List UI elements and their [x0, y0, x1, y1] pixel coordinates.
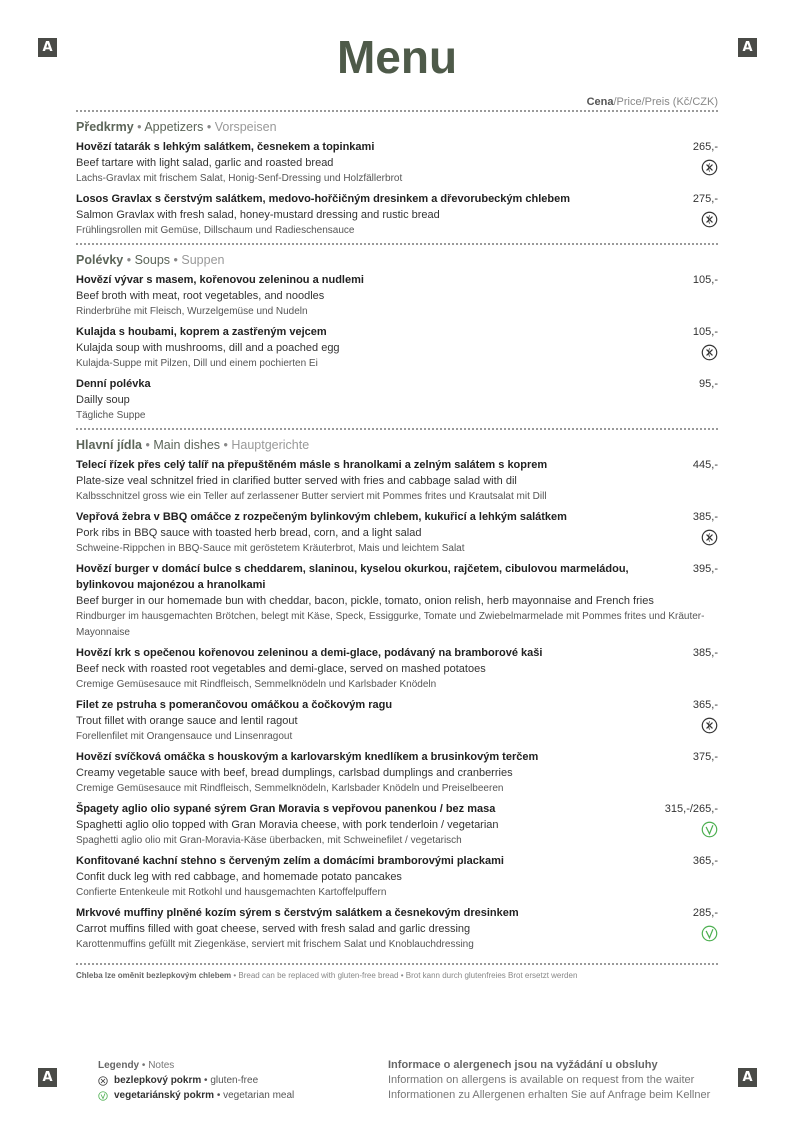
price-header-units: /Price/Preis (Kč/CZK): [613, 96, 718, 108]
item-name-de: Kalbsschnitzel gross wie ein Teller auf zerlassener Butter serviert mit Pommes frites und Krautsalat mit Dill: [76, 491, 547, 502]
bread-note-cz: Chleba lze oměnit bezlepkovým chlebem: [76, 971, 232, 980]
allergen-info-en: Information on allergens is available on request from the waiter: [388, 1074, 695, 1086]
section-title-cz: Předkrmy: [76, 120, 134, 134]
item-price: 105,-: [692, 274, 718, 286]
gluten-free-icon: [701, 211, 718, 228]
item-name-de: Confierte Entenkeule mit Rotkohl und hausgemachten Kartoffelpuffern: [76, 887, 387, 898]
bread-note: [76, 971, 718, 980]
legend-veg-cz: vegetariánský pokrm: [114, 1090, 215, 1101]
gluten-free-icon: [701, 159, 718, 176]
item-name-de: Rindburger im hausgemachten Brötchen, belegt mit Käse, Speck, Essiggurke, Tomate und Zwiebelmarmelade mit Pommes frites und Kräuter-Mayonnaise: [76, 611, 705, 638]
item-price: 365,-: [692, 699, 718, 711]
gluten-free-icon: [98, 1076, 108, 1086]
menu-item: [76, 749, 718, 797]
item-price: 385,-: [692, 511, 718, 523]
item-name-cz: Kulajda s houbami, koprem a zastřeným vejcem: [76, 326, 327, 338]
item-price: 95,-: [699, 378, 718, 390]
section-title-en: Soups: [134, 253, 171, 267]
bread-note-rest: • Bread can be replaced with gluten-free bread • Brot kann durch glutenfreies Brot ersetzt werden: [231, 971, 578, 980]
item-name-de: Cremige Gemüsesauce mit Rindfleisch, Semmelknödeln und Karlsbader Knödeln: [76, 679, 437, 690]
item-name-de: Kulajda-Suppe mit Pilzen, Dill und einem pochierten Ei: [76, 358, 318, 369]
page-title: Menu: [336, 31, 458, 83]
item-price: 285,-: [692, 907, 718, 919]
item-price: 275,-: [692, 193, 718, 205]
item-name-en: Dailly soup: [76, 394, 130, 406]
section-title-cz: Polévky: [76, 253, 124, 267]
menu-item: [76, 457, 718, 505]
menu-item: [76, 905, 718, 953]
item-name-en: Spaghetti aglio olio topped with Gran Moravia cheese, with pork tenderloin / vegetarian: [76, 819, 499, 831]
item-name-cz: Špagety aglio olio sypané sýrem Gran Moravia s vepřovou panenkou / bez masa: [76, 803, 496, 815]
item-name-en: Beef broth with meat, root vegetables, and noodles: [76, 290, 325, 302]
item-name-cz: Denní polévka: [76, 378, 151, 390]
item-price: 315,-/265,-: [664, 803, 718, 815]
section-divider: [76, 428, 718, 430]
logo-icon: A: [38, 1068, 57, 1087]
legend-gf-en: gluten-free: [210, 1075, 259, 1086]
item-name-cz: Hovězí tatarák s lehkým salátkem, česnekem a topinkami: [76, 141, 375, 153]
legend-gf-cz: bezlepkový pokrm: [114, 1075, 202, 1086]
item-price: 105,-: [692, 326, 718, 338]
legend: Legendy • Notes bezlepkový pokrm • gluten-free vegetariánský pokrm • vegetarian meal: [98, 1060, 295, 1101]
item-name-en: Creamy vegetable sauce with beef, bread dumplings, carlsbad dumplings and cranberries: [76, 767, 513, 779]
item-name-cz: Hovězí vývar s masem, kořenovou zeleninou a nudlemi: [76, 274, 364, 286]
legend-vegetarian: vegetariánský pokrm • vegetarian meal: [98, 1088, 294, 1103]
item-name-cz: Telecí řízek přes celý talíř na přepuštěném másle s hranolkami a zelným salátem s koprem: [76, 459, 548, 471]
vegetarian-icon: [701, 821, 718, 838]
menu-item: [76, 272, 718, 320]
section-title: Hlavní jídla • Main dishes • Hauptgerichte: [76, 438, 310, 452]
menu-item: [76, 645, 718, 693]
item-name-de: Schweine-Rippchen in BBQ-Sauce mit geröstetem Kräuterbrot, Mais und leichtem Salat: [76, 543, 465, 554]
item-name-de: Karottenmuffins gefüllt mit Ziegenkäse, serviert mit frischem Salat und Knoblauchdressing: [76, 939, 474, 950]
item-name-cz: Filet ze pstruha s pomerančovou omáčkou a čočkovým ragu: [76, 699, 393, 711]
menu-item: [76, 801, 718, 849]
menu-item: [76, 324, 718, 372]
allergen-info: [388, 1058, 710, 1103]
item-price: 395,-: [692, 563, 718, 575]
section-title-de: Vorspeisen: [214, 120, 277, 134]
legend-title: Legendy: [98, 1060, 140, 1071]
menu-item: [76, 191, 718, 239]
section-title-cz: Hlavní jídla: [76, 438, 142, 452]
section-title-en: Appetizers: [144, 120, 204, 134]
section-divider: [76, 963, 718, 965]
item-name-de: Rinderbrühe mit Fleisch, Wurzelgemüse und Nudeln: [76, 306, 308, 317]
item-name-cz: Hovězí burger v domácí bulce s cheddarem, slaninou, kyselou okurkou, rajčetem, cibulovou marmeládou, bylinkovou majonézou a hranolkami: [76, 563, 629, 591]
section-divider: [76, 110, 718, 112]
item-price: 365,-: [692, 855, 718, 867]
item-name-cz: Konfitované kachní stehno s červeným zelím a domácími bramborovými plackami: [76, 855, 504, 867]
menu-item: [76, 376, 718, 424]
item-name-cz: Hovězí krk s opečenou kořenovou zeleninou a demi-glace, podávaný na bramborové kaši: [76, 647, 543, 659]
item-name-cz: Vepřová žebra v BBQ omáčce z rozpečeným bylinkovým chlebem, kukuřicí a lehkým salátkem: [76, 511, 567, 523]
section-title: Polévky • Soups • Suppen: [76, 253, 225, 267]
item-name-cz: Hovězí svíčková omáčka s houskovým a karlovarským knedlíkem a brusinkovým terčem: [76, 751, 539, 763]
price-header: [587, 96, 718, 108]
item-name-en: Beef neck with roasted root vegetables and demi-glace, served on mashed potatoes: [76, 663, 486, 675]
legend-veg-en: vegetarian meal: [223, 1090, 295, 1101]
vegetarian-icon: [98, 1091, 108, 1101]
price-header-label: Cena: [586, 96, 614, 108]
gluten-free-icon: [701, 529, 718, 546]
legend-subtitle: Notes: [148, 1060, 175, 1071]
section-title: Předkrmy • Appetizers • Vorspeisen: [76, 120, 277, 134]
item-name-cz: Mrkvové muffiny plněné kozím sýrem s čerstvým salátkem a česnekovým dresinkem: [76, 907, 519, 919]
item-name-en: Plate-size veal schnitzel fried in clarified butter served with fries and cabbage salad with dil: [76, 475, 517, 487]
vegetarian-icon: [701, 925, 718, 942]
item-price: 385,-: [692, 647, 718, 659]
item-name-en: Beef tartare with light salad, garlic and roasted bread: [76, 157, 334, 169]
menu-item: [76, 561, 718, 641]
item-name-en: Carrot muffins filled with goat cheese, served with fresh salad and garlic dressing: [76, 923, 471, 935]
item-name-en: Beef burger in our homemade bun with cheddar, bacon, pickle, tomato, onion relish, herb mayonnaise and French fries: [76, 595, 654, 607]
item-name-de: Tägliche Suppe: [76, 410, 146, 421]
section-divider: [76, 243, 718, 245]
item-price: 445,-: [692, 459, 718, 471]
menu-item: [76, 509, 718, 557]
gluten-free-icon: [701, 344, 718, 361]
item-price: 375,-: [692, 751, 718, 763]
item-name-en: Trout fillet with orange sauce and lentil ragout: [76, 715, 298, 727]
item-name-de: Cremige Gemüsesauce mit Rindfleisch, Semmelknödeln, Karlsbader Knödeln und Preiselbeeren: [76, 783, 504, 794]
logo-icon: A: [38, 38, 57, 57]
gluten-free-icon: [701, 717, 718, 734]
menu-item: [76, 697, 718, 745]
item-name-de: Forellenfilet mit Orangensauce und Linsenragout: [76, 731, 293, 742]
allergen-info-cz: Informace o alergenech jsou na vyžádání u obsluhy: [388, 1059, 658, 1071]
item-name-en: Kulajda soup with mushrooms, dill and a poached egg: [76, 342, 340, 354]
item-name-de: Spaghetti aglio olio mit Gran-Moravia-Käse überbacken, mit Schweinefilet / vegetarisch: [76, 835, 462, 846]
section-title-en: Main dishes: [153, 438, 221, 452]
item-name-en: Salmon Gravlax with fresh salad, honey-mustard dressing and rustic bread: [76, 209, 440, 221]
item-name-cz: Losos Gravlax s čerstvým salátkem, medovo-hořčičným dresinkem a dřevorubeckým chlebem: [76, 193, 571, 205]
item-name-en: Pork ribs in BBQ sauce with toasted herb bread, corn, and a light salad: [76, 527, 422, 539]
item-price: 265,-: [692, 141, 718, 153]
legend-gluten-free: bezlepkový pokrm • gluten-free: [98, 1073, 294, 1088]
item-name-de: Frühlingsrollen mit Gemüse, Dillschaum und Radieschensauce: [76, 225, 355, 236]
menu-item: [76, 853, 718, 901]
allergen-info-de: Informationen zu Allergenen erhalten Sie auf Anfrage beim Kellner: [388, 1089, 711, 1101]
menu-item: [76, 139, 718, 187]
item-name-de: Lachs-Gravlax mit frischem Salat, Honig-Senf-Dressing und Holzfällerbrot: [76, 173, 403, 184]
menu-content: [76, 110, 718, 980]
logo-icon: A: [738, 38, 757, 57]
item-name-en: Confit duck leg with red cabbage, and homemade potato pancakes: [76, 871, 402, 883]
section-title-de: Hauptgerichte: [231, 438, 310, 452]
section-title-de: Suppen: [181, 253, 225, 267]
logo-icon: A: [738, 1068, 757, 1087]
